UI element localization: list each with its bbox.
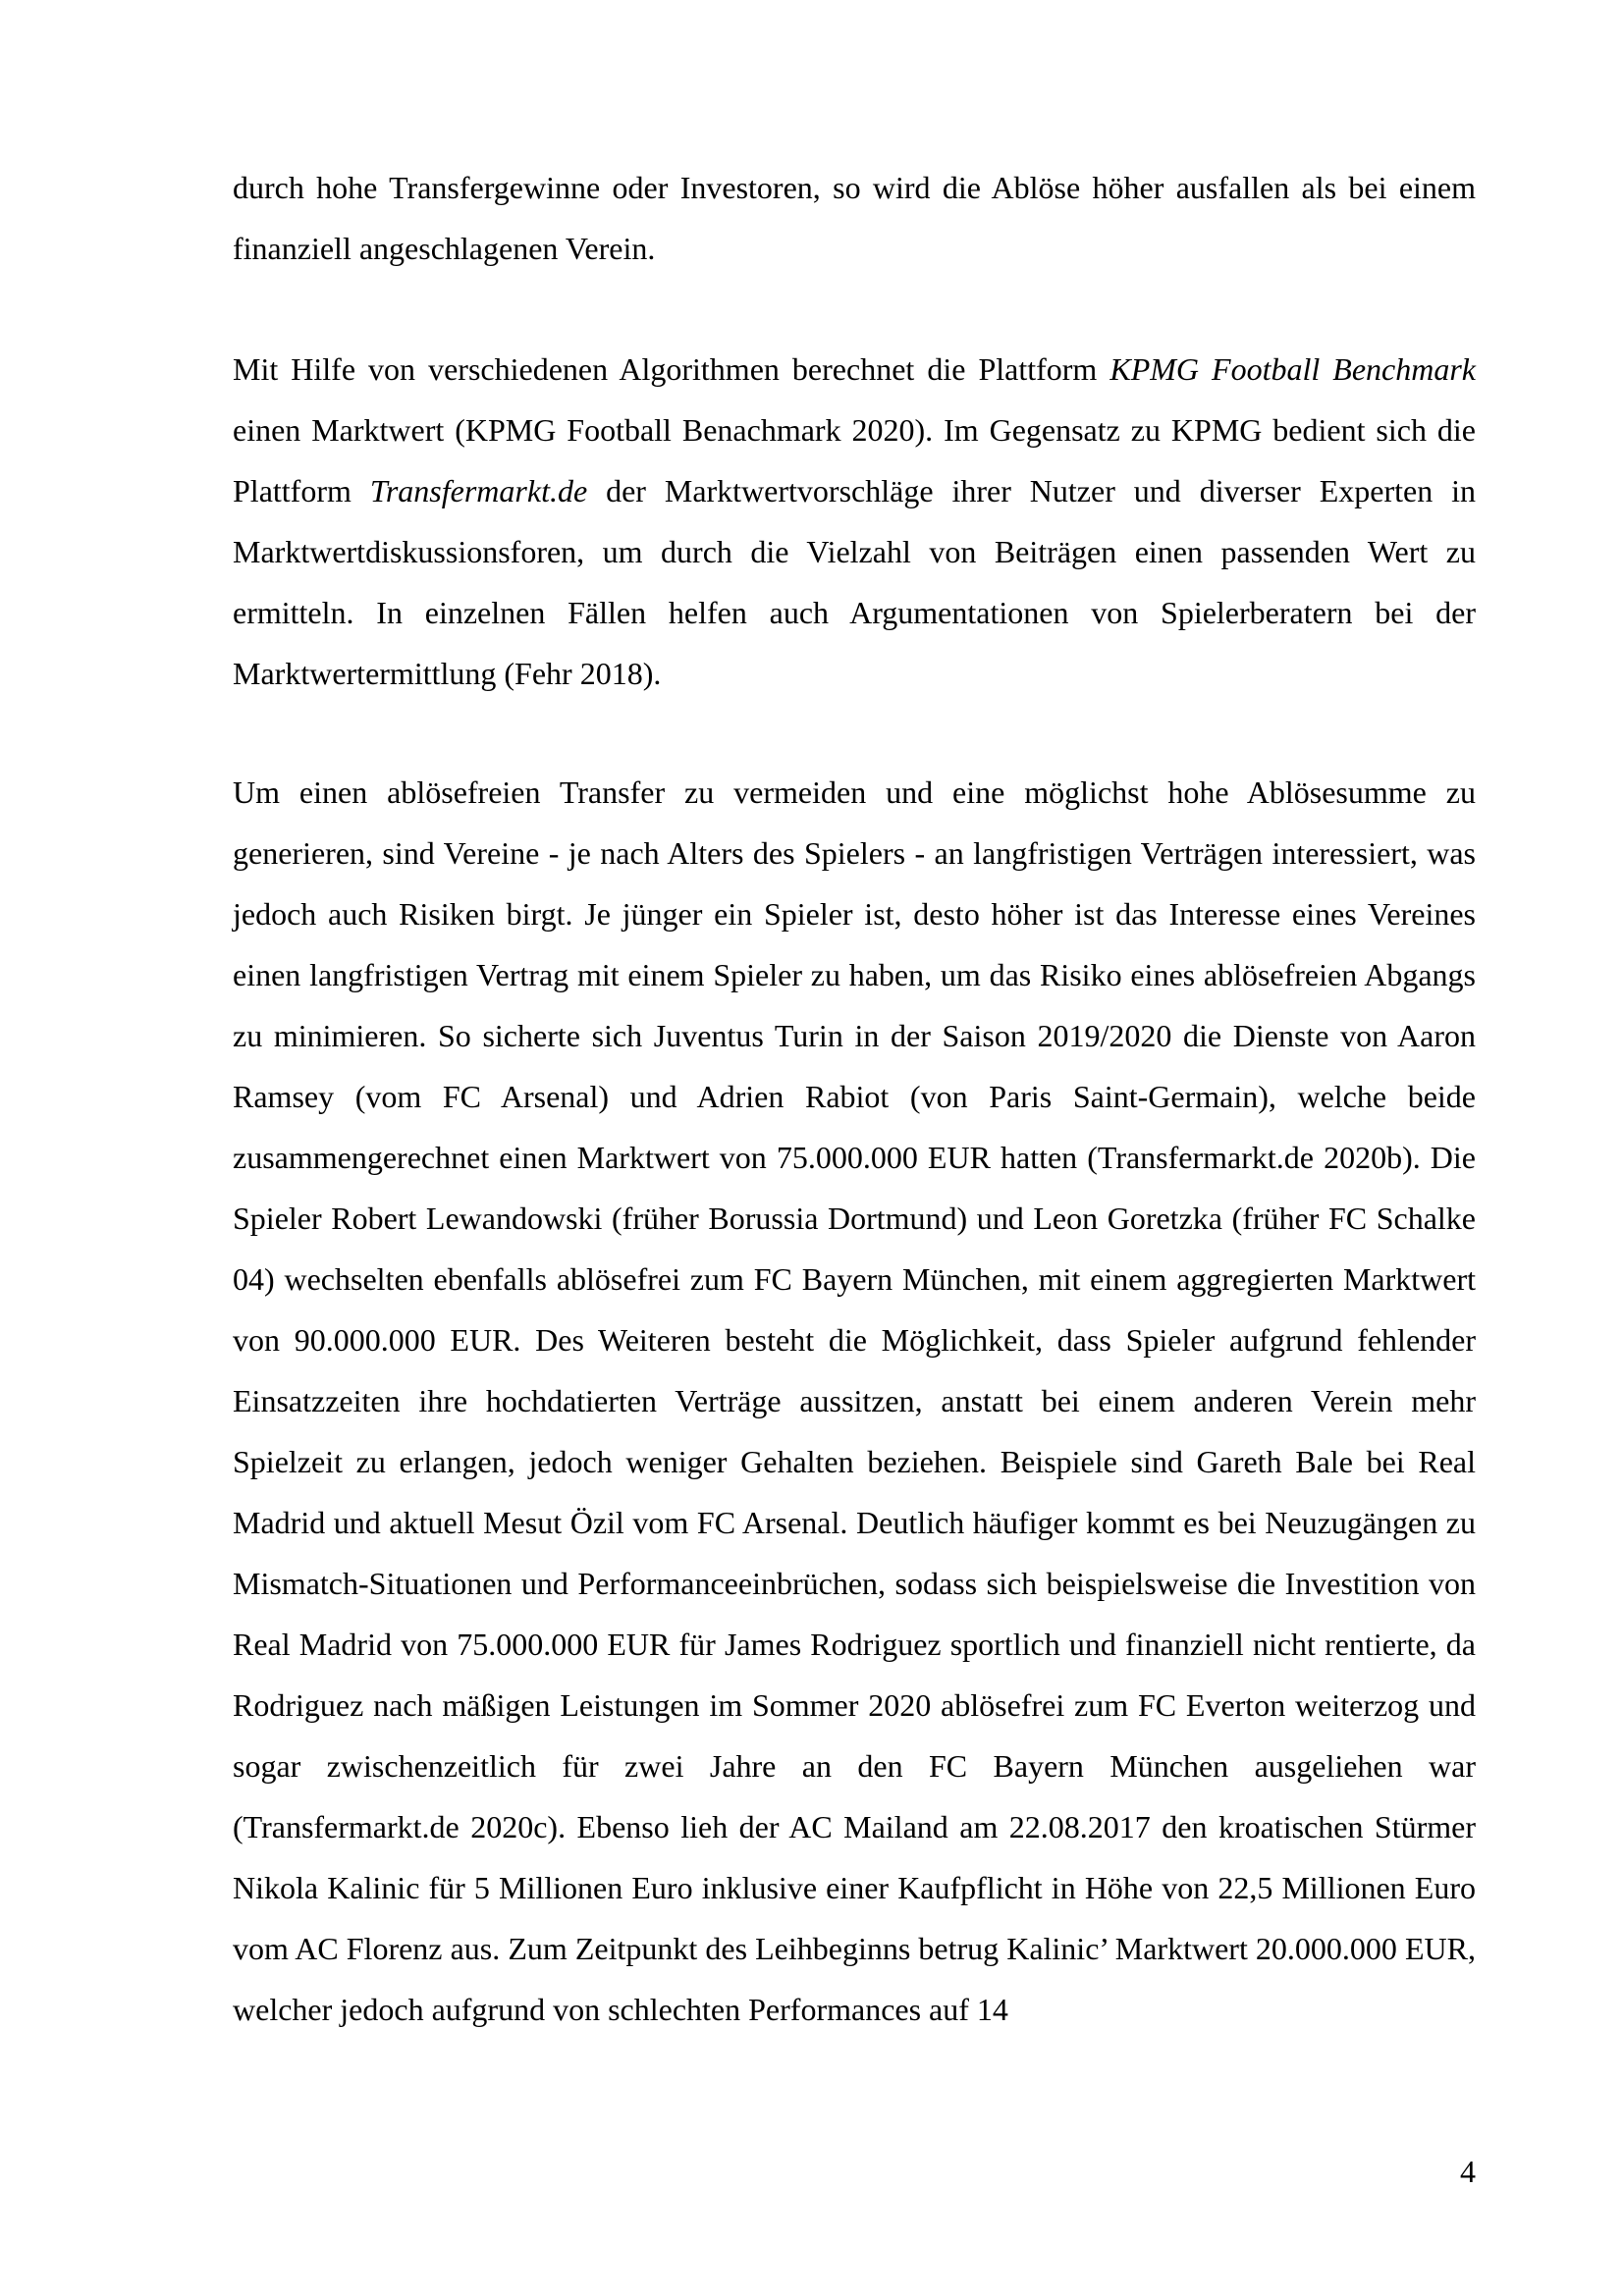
paragraph-text: der Marktwertvorschläge ihrer Nutzer und diverser Experten in Marktwertdiskussionsforen, um durch die Vielzahl von Beiträgen einen passenden Wert zu ermitteln. In einzelnen Fällen helfen auch Argumentationen von Spielerberatern bei der Marktwertermittlung (Fehr 2018). [233, 473, 1477, 691]
platform-name-transfermarkt: Transfermarkt.de [369, 473, 588, 508]
paragraph-text: Um einen ablösefreien Transfer zu vermeiden und eine möglichst hohe Ablösesumme zu generieren, sind Vereine - je nach Alters des Spielers - an langfristigen Verträgen interessiert, was jedoch auch Risiken birgt. Je jünger ein Spieler ist, desto höher ist das Interesse eines Vereines einen langfristigen Vertrag mit einem Spieler zu haben, um das Risiko eines ablösefreien Abgangs zu minimieren. So sicherte sich Juventus Turin in der Saison 2019/2020 die Dienste von Aaron Ramsey (vom FC Arsenal) und Adrien Rabiot (von Paris Saint-Germain), welche beide zusammengerechnet einen Marktwert von 75.000.000 EUR hatten (Transfermarkt.de 2020b). Die Spieler Robert Lewandowski (früher Borussia Dortmund) und Leon Goretzka (früher FC Schalke 04) wechselten ebenfalls ablösefrei zum FC Bayern München, mit einem aggregierten Marktwert von 90.000.000 EUR. Des Weiteren besteht die Möglichkeit, dass Spieler aufgrund fehlender Einsatzzeiten ihre hochdatierten Verträge aussitzen, anstatt bei einem anderen Verein mehr Spielzeit zu erlangen, jedoch weniger Gehalten beziehen. Beispiele sind Gareth Bale bei Real Madrid und aktuell Mesut Özil vom FC Arsenal. Deutlich häufiger kommt es bei Neuzugängen zu Mismatch-Situationen und Performanceeinbrüchen, sodass sich beispielsweise die Investition von Real Madrid von 75.000.000 EUR für James Rodriguez sportlich und finanziell nicht rentierte, da Rodriguez nach mäßigen Leistungen im Sommer 2020 ablösefrei zum FC Everton weiterzog und sogar zwischenzeitlich für zwei Jahre an den FC Bayern München ausgeliehen war (Transfermarkt.de 2020c). Ebenso lieh der AC Mailand am 22.08.2017 den kroatischen Stürmer Nikola Kalinic für 5 Millionen Euro inklusive einer Kaufpflicht in Höhe von 22,5 Millionen Euro vom AC Florenz aus. Zum Zeitpunkt des Leihbeginns betrug Kalinic’ Marktwert 20.000.000 EUR, welcher jedoch aufgrund von schlechten Performances auf 14 [233, 774, 1476, 2027]
paragraph-text: Mit Hilfe von verschiedenen Algorithmen berechnet die Plattform [233, 351, 1110, 387]
paragraph-transfer-profits [233, 157, 1476, 279]
paragraph-text: einen Marktwert (KPMG Football Benachmark 2020). Im Gegensatz zu KPMG bedient sich die Plattform [233, 412, 1476, 508]
paragraph-market-value-platforms [233, 339, 1476, 704]
paragraph-free-transfers [233, 762, 1476, 2040]
page-number: 4 [1460, 2154, 1476, 2189]
paragraph-text: durch hohe Transfergewinne oder Investoren, so wird die Ablöse höher ausfallen als bei einem finanziell angeschlagenen Verein. [233, 170, 1476, 266]
platform-name-kpmg: KPMG Football Benchmark [1109, 351, 1476, 387]
